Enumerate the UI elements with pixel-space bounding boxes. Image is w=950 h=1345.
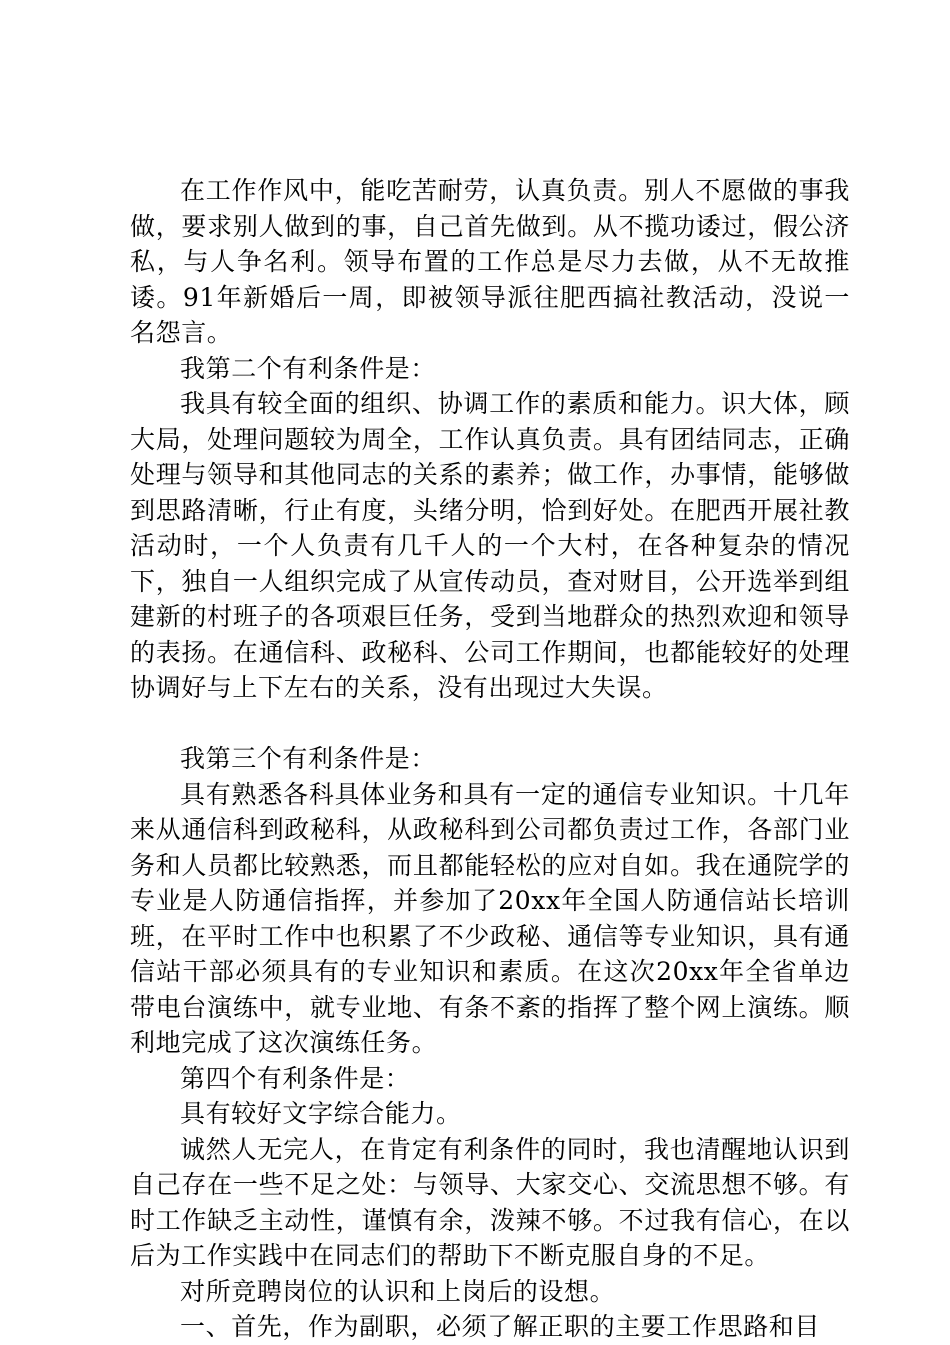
paragraph-second-condition-heading: 我第二个有利条件是： xyxy=(180,353,437,383)
paragraph-third-condition-heading: 我第三个有利条件是： xyxy=(180,744,437,773)
paragraph-work-style: 在工作作风中，能吃苦耐劳，认真负责。别人不愿做的事我做，要求别人做到的事，自己首先做到。从不揽功诿过，假公济私，与人争名利。领导布置的工作总是尽力去做，从不无故推诿。91年新婚后一周，即被领导派往肥西搞社教活动，没说一名怨言。 xyxy=(130,176,850,347)
paragraph-first-point: 一、首先，作为副职，必须了解正职的主要工作思路和目 xyxy=(180,1312,821,1341)
paragraph-professional-knowledge: 具有熟悉各科具体业务和具有一定的通信专业知识。十几年来从通信科到政秘科，从政秘科到公司都负责过工作，各部门业务和人员都比较熟悉，而且都能轻松的应对自如。我在通院学的专业是人防通信指挥，并参加了20xx年全国人防通信站长培训班，在平时工作中也积累了不少政秘、通信等专业知识，具有通信站干部必须具有的专业知识和素质。在这次20xx年全省单边带电台演练中，就专业地、有条不紊的指挥了整个网上演练。顺利地完成了这次演练任务。 xyxy=(130,779,850,1057)
paragraph-fourth-condition-heading: 第四个有利条件是： xyxy=(180,1063,411,1093)
document-body xyxy=(130,173,850,1345)
paragraph-shortcomings: 诚然人无完人，在肯定有利条件的同时，我也清醒地认识到自己存在一些不足之处：与领导、大家交心、交流思想不够。有时工作缺乏主动性，谨慎有余，泼辣不够。不过我有信心，在以后为工作实践中在同志们的帮助下不断克服自身的不足。 xyxy=(130,1134,850,1270)
blank-line xyxy=(130,706,850,742)
paragraph-writing-ability: 具有较好文字综合能力。 xyxy=(180,1099,462,1128)
paragraph-position-understanding: 对所竞聘岗位的认识和上岗后的设想。 xyxy=(180,1276,616,1306)
paragraph-coordination-ability: 我具有较全面的组织、协调工作的素质和能力。识大体，顾大局，处理问题较为周全，工作认真负责。具有团结同志，正确处理与领导和其他同志的关系的素养；做工作，办事情，能够做到思路清晰，行止有度，头绪分明，恰到好处。在肥西开展社教活动时，一个人负责有几千人的一个大村，在各种复杂的情况下，独自一人组织完成了从宣传动员，查对财目，公开选举到组建新的村班子的各项艰巨任务，受到当地群众的热烈欢迎和领导的表扬。在通信科、政秘科、公司工作期间，也都能较好的处理协调好与上下左右的关系，没有出现过大失误。 xyxy=(130,389,850,702)
